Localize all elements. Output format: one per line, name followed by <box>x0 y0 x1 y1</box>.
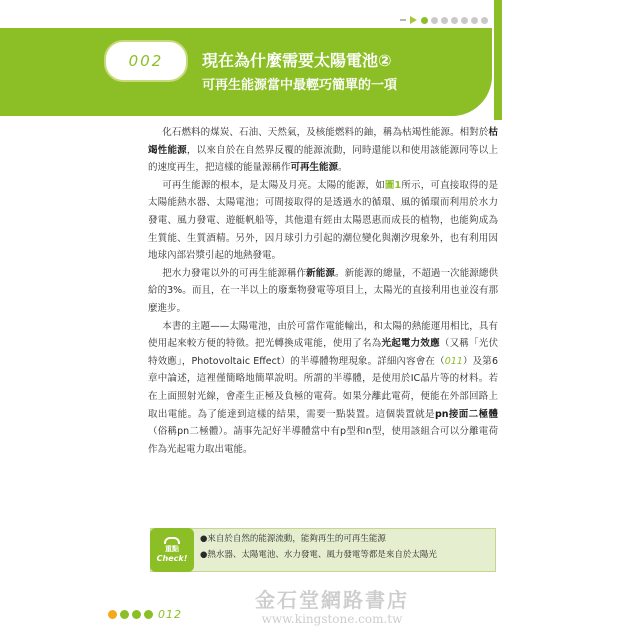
figure-reference: 圖1 <box>384 179 402 191</box>
header-band <box>0 28 492 116</box>
arrow-right-icon <box>410 16 417 24</box>
footer-dot <box>132 610 141 619</box>
progress-dot <box>471 17 478 24</box>
text-run: 。 <box>338 162 348 174</box>
text-run: （又稱「光伏特效應」，Photovoltaic Effect）的半導體物理現象。詳細內容會在（ <box>148 338 498 367</box>
paragraph <box>148 124 498 177</box>
paragraph <box>148 177 498 265</box>
text-run: 。新能源的總量，不超過一次能源總供給的3%。而且，在一半以上的廢棄物發電等項目上，太陽光的直接利用也並沒有那麼進步。 <box>148 267 498 314</box>
section-title: 現在為什麼需要太陽電池② <box>202 51 392 70</box>
section-subtitle: 可再生能源當中最輕巧簡單的一項 <box>202 78 398 93</box>
text-run: 把水力發電以外的可再生能源稱作 <box>162 267 307 279</box>
text-run: ）及第6章中論述，這裡僅簡略地簡單說明。所謂的半導體，是使用於IC晶片等的材料。若在上面照射光線，會產生正極及負極的電荷。如果分離此電荷，便能在外部回路上取出電能。為了能達到這樣的結果，需要一點裝置。這個裝置就是 <box>148 355 498 420</box>
progress-dot-active <box>421 17 428 24</box>
progress-dot <box>451 17 458 24</box>
check-badge <box>150 528 194 572</box>
term-highlight: 可再生能源 <box>290 162 339 174</box>
page-footer <box>108 608 182 621</box>
term-highlight: pn接面二極體 <box>434 408 498 420</box>
text-run: （俗稱pn二極體）。請事先記好半導體當中有p型和n型，使用該組合可以分離電荷作為光起電力取出電能。 <box>148 426 498 455</box>
text-run: 可再生能源的根本，是太陽及月亮。太陽的能源，如 <box>162 179 385 191</box>
term-highlight: 光起電力效應 <box>381 338 440 350</box>
lock-icon <box>164 537 180 544</box>
chapter-progress <box>400 16 491 24</box>
progress-line <box>400 19 406 21</box>
key-point-item: ●熱水器、太陽電池、水力發電、風力發電等都是來自於太陽光 <box>200 550 437 560</box>
text-run: 所示，可直接取得的是太陽能熱水器、太陽電池；可間接取得的是透過水的循環、風的循環而利用於水力發電、風力發電、遊艇帆船等，其他還有經由太陽恩惠而成長的植物，也能夠成為生質能、生質酒精。另外，因月球引力引起的潮位變化與潮汐現象外，也有利用因地球內部岩漿引起的地熱發電。 <box>148 179 498 262</box>
page-number: 012 <box>158 608 182 621</box>
footer-dot <box>108 610 117 619</box>
footer-dot <box>144 610 153 619</box>
term-highlight: 新能源 <box>306 267 335 279</box>
text-run: 化石燃料的煤炭、石油、天然氣，及核能燃料的鈾，稱為枯竭性能源。相對於 <box>162 127 489 138</box>
progress-dot <box>431 17 438 24</box>
section-number: 002 <box>104 40 188 82</box>
watermark-url: www.kingstone.com.tw <box>261 612 403 626</box>
header-right-rail <box>494 0 502 120</box>
article-body <box>148 124 498 458</box>
section-reference: 011 <box>444 355 463 367</box>
footer-dot <box>120 610 129 619</box>
paragraph <box>148 318 498 459</box>
term-highlight: 枯竭性能源 <box>148 127 498 156</box>
check-badge-top: 重點 <box>165 544 179 553</box>
progress-dot <box>441 17 448 24</box>
text-run: 本書的主題——太陽電池，由於可當作電能輸出，和太陽的熱能運用相比，具有使用起來較方便的特徵。把光轉換成電能，使用了名為 <box>148 320 498 350</box>
key-point-item: ●來自於自然的能源流動，能夠再生的可再生能源 <box>200 534 386 544</box>
paragraph <box>148 265 498 318</box>
watermark-logo: 金石堂網路書店 <box>255 588 409 612</box>
progress-dot <box>481 17 488 24</box>
progress-dot <box>461 17 468 24</box>
check-badge-bottom: Check! <box>156 553 188 563</box>
text-run: ，以來自於在自然界反覆的能源流動，同時還能以和使用該能源同等以上的速度再生，把這樣的能量源稱作 <box>148 144 498 174</box>
